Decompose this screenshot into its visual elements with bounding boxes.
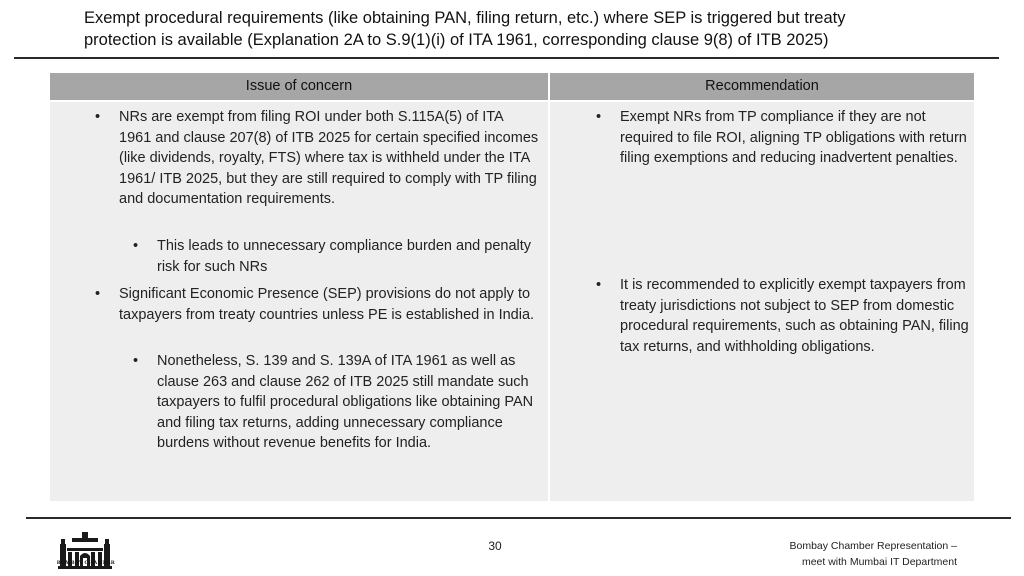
bullet-icon: • bbox=[596, 109, 602, 125]
issue-subtext-2: Nonetheless, S. 139 and S. 139A of ITA 1961 as well as clause 263 and clause 262 of ITB 2025 still mandate such taxpayers to fulfil procedural obligations like obtaining PAN and filing tax returns, adding unnecessary compliance burdens without revenue benefits for India. bbox=[157, 353, 534, 451]
footer-divider bbox=[26, 517, 1011, 519]
title-divider bbox=[14, 57, 999, 59]
footer-note-line-2: meet with Mumbai IT Department bbox=[801, 556, 957, 568]
slide-title bbox=[84, 7, 1004, 51]
recommendation-text-1: Exempt NRs from TP compliance if they are not required to file ROI, aligning TP obligations with return filing exemptions and reducing inadvertent penalties. bbox=[620, 109, 967, 166]
issue-subbullet-1 bbox=[133, 236, 542, 277]
logo-text: BOMBAY CHAMBER bbox=[56, 560, 116, 566]
issue-subtext-1: This leads to unnecessary compliance burden and penalty risk for such NRs bbox=[157, 238, 532, 275]
bullet-icon: • bbox=[596, 277, 602, 293]
issue-text-2: Significant Economic Presence (SEP) provisions do not apply to taxpayers from treaty countries unless PE is established in India. bbox=[119, 286, 535, 323]
bullet-icon: • bbox=[95, 286, 101, 302]
header-issue-of-concern: Issue of concern bbox=[50, 73, 548, 100]
footer-note-line-1: Bombay Chamber Representation – bbox=[789, 540, 957, 552]
slide-title-line-1: Exempt procedural requirements (like obtaining PAN, filing return, etc.) where SEP is triggered but treaty bbox=[84, 9, 846, 27]
issue-text-1: NRs are exempt from filing ROI under both S.115A(5) of ITA 1961 and clause 207(8) of ITB 2025 for certain specified incomes (like dividends, royalty, FTS) where tax is withheld under the ITA 1961/ ITB 2025, but they are still required to comply with TP filing and documentation requirements. bbox=[119, 109, 539, 207]
header-recommendation: Recommendation bbox=[550, 73, 974, 100]
slide-title-line-2: protection is available (Explanation 2A to S.9(1)(i) of ITA 1961, corresponding clause 9(8) of ITB 2025) bbox=[84, 31, 829, 49]
issues-cell bbox=[50, 102, 548, 501]
page-number: 30 bbox=[488, 539, 502, 553]
issue-bullet-2 bbox=[95, 284, 539, 325]
bullet-icon: • bbox=[133, 238, 139, 254]
issue-subbullet-2 bbox=[133, 351, 542, 454]
issues-recommendations-table bbox=[50, 73, 974, 501]
bullet-icon: • bbox=[133, 353, 139, 369]
recommendation-bullet-1 bbox=[596, 107, 970, 169]
recommendation-text-2: It is recommended to explicitly exempt taxpayers from treaty jurisdictions not subject to SEP from domestic procedural requirements, such as obtaining PAN, filing tax returns, and withholding obligations. bbox=[620, 277, 969, 355]
recommendations-cell bbox=[550, 102, 974, 501]
footer-note bbox=[760, 538, 957, 570]
issue-bullet-1 bbox=[95, 107, 539, 210]
recommendation-bullet-2 bbox=[596, 275, 970, 357]
bullet-icon: • bbox=[95, 109, 101, 125]
